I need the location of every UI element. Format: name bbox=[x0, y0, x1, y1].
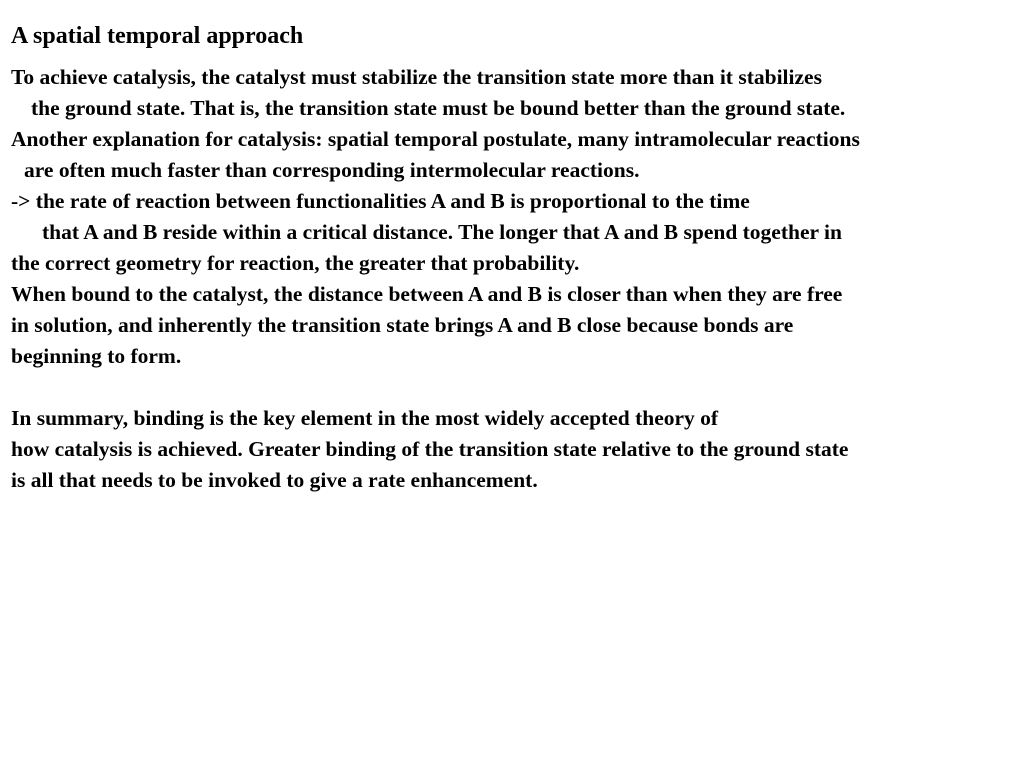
text-line: are often much faster than corresponding intermolecular reactions. bbox=[24, 158, 640, 182]
text-line: Another explanation for catalysis: spatial temporal postulate, many intramolecular reactions bbox=[11, 127, 860, 151]
paragraph-summary bbox=[11, 403, 1021, 496]
text-line: is all that needs to be invoked to give a rate enhancement. bbox=[11, 468, 538, 492]
text-line: how catalysis is achieved. Greater binding of the transition state relative to the ground state bbox=[11, 437, 849, 461]
text-line: To achieve catalysis, the catalyst must stabilize the transition state more than it stabilizes bbox=[11, 65, 822, 89]
text-line: beginning to form. bbox=[11, 344, 182, 368]
text-line: In summary, binding is the key element in the most widely accepted theory of bbox=[11, 406, 719, 430]
paragraph-spatial-temporal bbox=[11, 62, 1021, 372]
text-line: the ground state. That is, the transition state must be bound better than the ground state. bbox=[31, 96, 846, 120]
text-line: When bound to the catalyst, the distance between A and B is closer than when they are free bbox=[11, 282, 843, 306]
slide-title: A spatial temporal approach bbox=[11, 23, 304, 49]
text-line: -> the rate of reaction between functionalities A and B is proportional to the time bbox=[11, 189, 750, 213]
paragraph-spacer bbox=[11, 372, 1021, 403]
text-line: in solution, and inherently the transition state brings A and B close because bonds are bbox=[11, 313, 794, 337]
text-line: the correct geometry for reaction, the greater that probability. bbox=[11, 251, 580, 275]
slide-content bbox=[11, 20, 1021, 496]
text-line: that A and B reside within a critical distance. The longer that A and B spend together in bbox=[42, 220, 842, 244]
